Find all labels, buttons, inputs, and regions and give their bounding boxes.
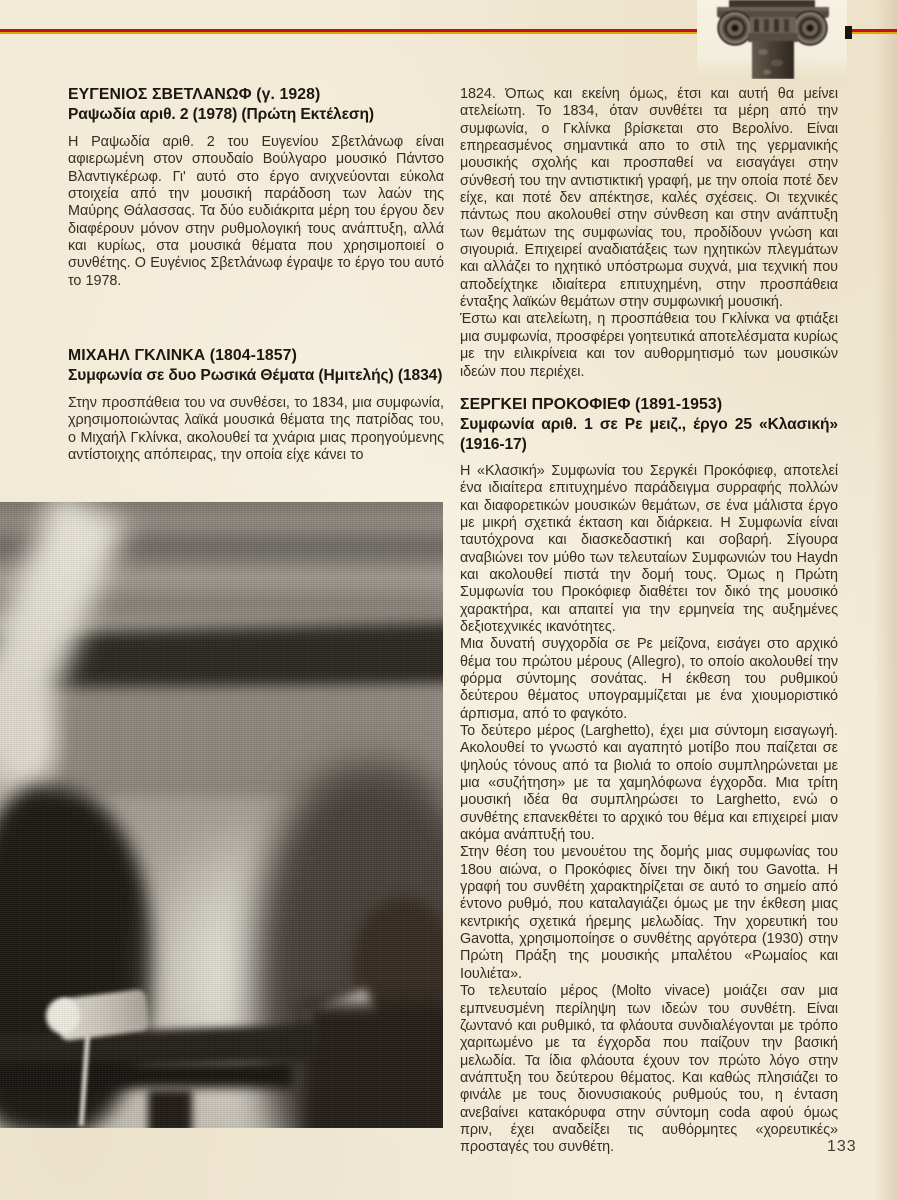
paragraph: Το τελευταίο μέρος (Molto vivace) μοιάζει σαν μια εμπνευσμένη περίληψη των ιδεών του συνθέτη. Είναι ζωντανό και ρυθμικό, τα φλάουτα συνδιαλέγονται με τρόπο χαριτωμένο με τα έγχορδα που παίζουν την βασική μελωδία. Τα ίδια φλάουτα έχουν τον πρώτο λόγο στην ανάπτυξη του δεύτερου θέματος. Και καθώς πλησιάζει το φινάλε με τους διονυσιακούς ρυθμούς του, η ένταση ανεβαίνει κατακόρυφα στην σύντομη coda αφού όμως πριν, έχει αναδείξει τις αυθόρμητες «χορευτικές» προσταγές του συνθέτη. [460,983,838,1156]
right-column [460,86,838,1157]
section-svetlanov [68,85,444,290]
section-glinka [68,346,444,464]
paragraph: Στην θέση του μενουέτου της δομής μιας συμφωνίας του 18ου αιώνα, ο Προκόφιες δίνει την δική του Gavotta. Η γραφή του συνθέτη χαρακτηρίζεται σε αυτό το σημείο από έντονο ρυθμό, που καταλαγιάζει όμως με την έκθεση μιας κεντρικής σχετικά ήρεμης μελωδίας. Την χορευτική του Gavotta, χρησιμοποίησε ο συνθέτης αργότερα (1930) στην Πρώτη Πράξη της μουσικής μπαλέτου «Ρωμαίος και Ιουλιέτα». [460,844,838,982]
section-title: ΜΙΧΑΗΛ ΓΚΛΙΝΚΑ (1804-1857) [68,347,297,365]
concert-conductor-photo [0,502,443,1128]
section-title: ΕΥΓΕΝΙΟΣ ΣΒΕΤΛΑΝΩΦ (γ. 1928) [68,86,321,103]
rule-resume-mark [845,26,852,39]
section-subtitle: Ραψωδία αριθ. 2 (1978) (Πρώτη Εκτέλεση) [68,106,374,123]
section-subtitle: Συμφωνία αριθ. 1 σε Ρε μειζ., έργο 25 «Κλασική» (1916-17) [460,415,838,453]
paragraph: Το δεύτερο μέρος (Larghetto), έχει μια σύντομη εισαγωγή. Ακολουθεί το γνωστό και αγαπητό μοτίβο που παίζεται σε ψηλούς τόνους από τα βιολιά το οποίο συμπληρώνεται με μια «συζήτηση» με τα χαμηλόφωνα έγχορδα. Μια τρίτη μουσική ιδέα θα συμπληρώσει το Larghetto, ενώ ο συνθέτης επανεκθέτει το αρχικό του θέμα και επιχειρεί μιαν ακόμα ανάπτυξή του. [460,723,838,844]
table-edge [0,1062,294,1088]
ionic-column-capital-photo [697,0,847,79]
paragraph: Στην προσπάθεια του να συνθέσει, το 1834, μια συμφωνία, χρησιμοποιώντας λαϊκά μουσικά θέματα της πατρίδας του, ο Μιχαήλ Γκλίνκα, ακολουθεί τα χνάρια μιας προηγούμενης αντίστοιχης απόπειρας, την οποία είχε κάνει το [68,395,444,464]
paragraph: Η Ραψωδία αριθ. 2 του Ευγενίου Σβετλάνωφ είναι αφιερωμένη στον σπουδαίο Βούλγαρο μουσικό Πάντσο Βλαντιγκέρωφ. Γι' αυτό στο έργο ανιχνεύονται εύκολα στοιχεία από την μουσική παράδοση των λαών της Μαύρης Θάλασσας. Τα δύο ευδιάκριτα μέρη του έργου δεν διαφέρουν μόνον στην ρυθμολογική τους ανάπτυξη, αλλά και κυρίως, στα μουσικά θέματα που χρησιμοποιεί ο συνθέτης. Ο Ευγένιος Σβετλάνωφ έγραψε το έργο του αυτό το 1978. [68,134,444,289]
section-title: ΣΕΡΓΚΕΙ ΠΡΟΚΟΦΙΕΦ (1891-1953) [460,395,723,413]
paragraph: Η «Κλασική» Συμφωνία του Σεργκέι Προκόφιεφ, αποτελεί ένα ιδιαίτερα επιτυχημένο παράδειγμα συρραφής πολλών και διαφορετικών μουσικών θεμάτων, σε ένα μάλιστα έργο με μικρή σχετικά έκταση και διάρκεια. Η Συμφωνία είναι ταυτόχρονα και διασκεδαστική και σοβαρή. Σίγουρα αναβιώνει τον μύθο των τελευταίων Συμφωνιών του Haydn και ακολουθεί πιστά την δομή τους. Όμως η Πρώτη Συμφωνία του Προκόφιεφ διαθέτει τον δικό της μουσικό χαρακτήρα, και απαιτεί για την ερμηνεία της αυξημένες δεξιοτεχνικές ικανότητες. [460,462,838,635]
paragraph: Έστω και ατελείωτη, η προσπάθεια του Γκλίνκα να φτιάξει μια συμφωνία, προσφέρει γοητευτικά αποτελέσματα κυρίως με την ειλικρίνεια και τον αυθορμητισμό των μουσικών ιδεών που περιέχει. [460,311,838,380]
section-body [68,134,444,290]
section-body [68,395,444,464]
section-body [460,463,838,1157]
page-number: 133 [827,1138,857,1155]
paragraph: Μια δυνατή συγχορδία σε Ρε μείζονα, εισάγει στο αρχικό θέμα του πρώτου μέρους (Allegro), το οποίο ακολουθεί την φόρμα σύντομης σονάτας. Η έκθεση του ρυθμικού δεύτερου θέματος υπογραμμίζεται με ένα χιουμοριστικό άρπισμα, από το φαγκότο. [460,636,838,722]
ionic-capital-drawing [697,0,847,79]
microphone-cap [46,998,80,1034]
section-prokofiev [460,395,838,1157]
left-column [68,85,444,464]
paragraph: 1824. Όπως και εκείνη όμως, έτσι και αυτή θα μείνει ατελείωτη. Το 1834, όταν συνθέτει τα μέρη από την συμφωνία, ο Γκλίνκα βρίσκεται στο Βερολίνο. Είναι επηρεασμένος σημαντικά απο το στιλ της γερμανικής μουσικής σχολής και προσπαθεί να εισαγάγει στην σύνθεσή του την αντιστικτική γραφή, με την οποία ποτέ δεν είχε, και ποτέ δεν απέκτησε, καλές σχέσεις. Οι τεχνικές πάντως που ακολουθεί στην σύνθεση και στην ανάπτυξη των θεμάτων της συμφωνίας του, προδίδουν γνώση και σιγουριά. Επιχειρεί αναδιατάξεις των ηχητικών πλεγμάτων και αλλάζει το ηχητικό υπόστρωμα συχνά, μια τεχνική που αποδείχτηκε ιδιαίτερα επιτυχημένη, στην προσπάθεια ένταξης λαϊκών θεμάτων στην συμφωνική μουσική. [460,86,838,311]
section-subtitle: Συμφωνία σε δυο Ρωσικά Θέματα (Ημιτελής) (1834) [68,367,443,385]
audience-body [303,1002,443,1128]
table-stem [148,1090,192,1128]
